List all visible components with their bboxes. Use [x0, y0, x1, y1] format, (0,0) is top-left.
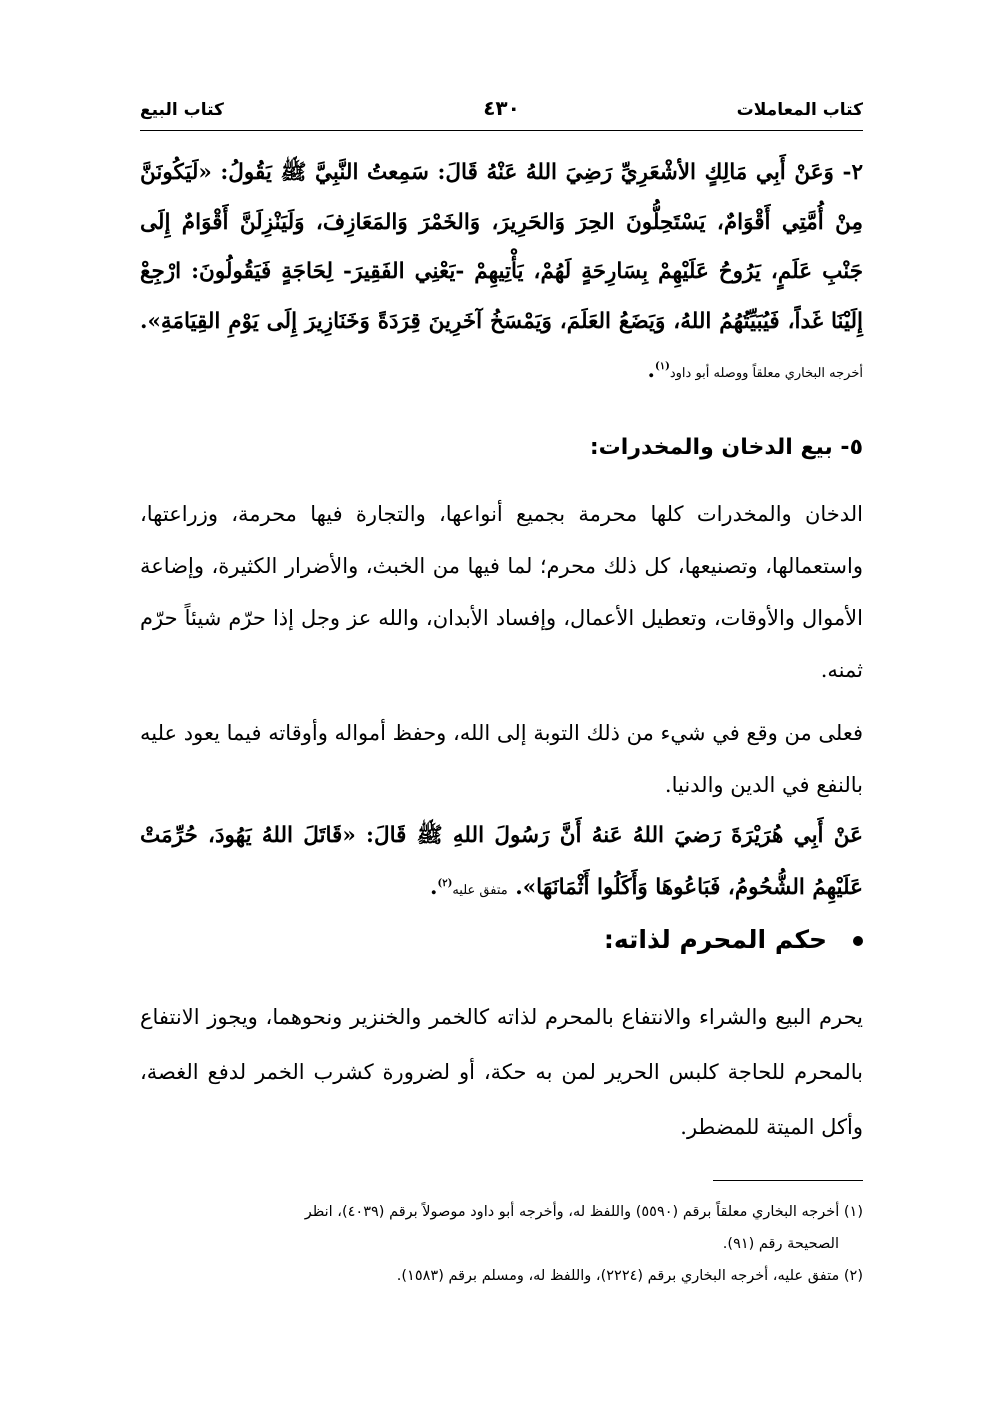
- section-heading-smoking-drugs: ٥- بيع الدخان والمخدرات:: [589, 435, 863, 460]
- heading-text: حكم المحرم لذاته:: [603, 925, 827, 954]
- footnote-2: (٢) متفق عليه، أخرجه البخاري برقم (٢٢٢٤)، واللفظ له، ومسلم برقم (١٥٨٣).: [396, 1268, 863, 1284]
- bullet-icon: [853, 936, 863, 946]
- hadith-abu-hurayra: [140, 810, 863, 917]
- footnote-ref-1[interactable]: (١): [655, 360, 670, 372]
- hadith-text: عَنْ أَبِي هُرَيْرَةَ رَضيَ اللهُ عَنهُ أَنَّ رَسُولَ اللهِ ﷺ قَالَ: «قَاتَلَ اللهُ يَهُودَ، حُرِّمَتْ عَلَيْهِمُ الشُّحُومُ، فَبَاعُوهَا وَأَكَلُوا أَثْمَانَهَا».: [140, 823, 863, 900]
- paragraph-inherently-forbidden: يحرم البيع والشراء والانتفاع بالمحرم لذاته كالخمر والخنزير ونحوهما، ويجوز الانتفاع بالمحرم للحاجة كلبس الحرير لمن به حكة، أو لضرورة كشرب الخمر لدفع الغصة، وأكل الميتة للمضطر.: [140, 1005, 863, 1139]
- footnote-1-line-1: (١) أخرجه البخاري معلقاً برقم (٥٥٩٠) واللفظ له، وأخرجه أبو داود موصولاً برقم (٤٠٣٩)، انظر: [304, 1204, 863, 1220]
- footnote-1-line-2: الصحيحة رقم (٩١).: [722, 1236, 839, 1252]
- page-number: ٤٣٠: [483, 96, 520, 120]
- hadith-abu-malik: [140, 148, 863, 399]
- footnotes: [140, 1196, 863, 1292]
- header-chapter-title: كتاب البيع: [140, 100, 224, 120]
- paragraph-repentance: فعلى من وقع في شيء من ذلك التوبة إلى الله، وحفظ أمواله وأوقاته فيما يعود عليه بالنفع في الدين والدنيا.: [140, 721, 863, 797]
- hadith-source: متفق عليه: [452, 883, 508, 898]
- footnote-ref-2[interactable]: (٢): [437, 877, 453, 889]
- footnote-divider: [713, 1180, 863, 1181]
- header-divider: [140, 130, 863, 131]
- hadith-source: أخرجه البخاري معلقاً ووصله أبو داود: [669, 366, 863, 381]
- header-book-title: كتاب المعاملات: [736, 100, 863, 120]
- section-heading-inherently-forbidden: [140, 925, 863, 954]
- hadith-end: .: [647, 358, 655, 383]
- hadith-number: ٢-: [842, 160, 863, 185]
- paragraph-smoking-ruling: الدخان والمخدرات كلها محرمة بجميع أنواعها، والتجارة فيها محرمة، وزراعتها، واستعمالها، وتصنيعها، كل ذلك محرم؛ لما فيها من الخبث، والأضرار الكثيرة، وإضاعة الأموال والأوقات، وتعطيل الأعمال، وإفساد الأبدان، والله عز وجل إذا حرّم شيئاً حرّم ثمنه.: [140, 502, 863, 682]
- hadith-end: .: [429, 875, 438, 900]
- running-header: [140, 96, 863, 130]
- hadith-text: وَعَنْ أَبِي مَالِكٍ الأشْعَرِيِّ رَضِيَ اللهُ عَنْهُ قَالَ: سَمِعتُ النَّبِيَّ ﷺ يَقُولُ: «لَيَكُونَنَّ مِنْ أُمَّتِي أَقْوَامٌ، يَسْتَحِلُّونَ الحِرَ وَالحَرِيرَ، وَالخَمْرَ وَالمَعَازِفَ، وَلَيَنْزِلَنَّ أَقْوَامٌ إِلَى جَنْبِ عَلَمٍ، يَرُوحُ عَلَيْهِمْ بِسَارِحَةٍ لَهُمْ، يَأْتِيهِمْ -يَعْنِي الفَقِيرَ- لِحَاجَةٍ فَيَقُولُونَ: ارْجِعْ إِلَيْنَا غَداً، فَيُبَيِّتُهُمُ اللهُ، وَيَضَعُ العَلَمَ، وَيَمْسَخُ آخَرِينَ قِرَدَةً وَخَنَازِيرَ إِلَى يَوْمِ القِيَامَةِ».: [140, 160, 863, 334]
